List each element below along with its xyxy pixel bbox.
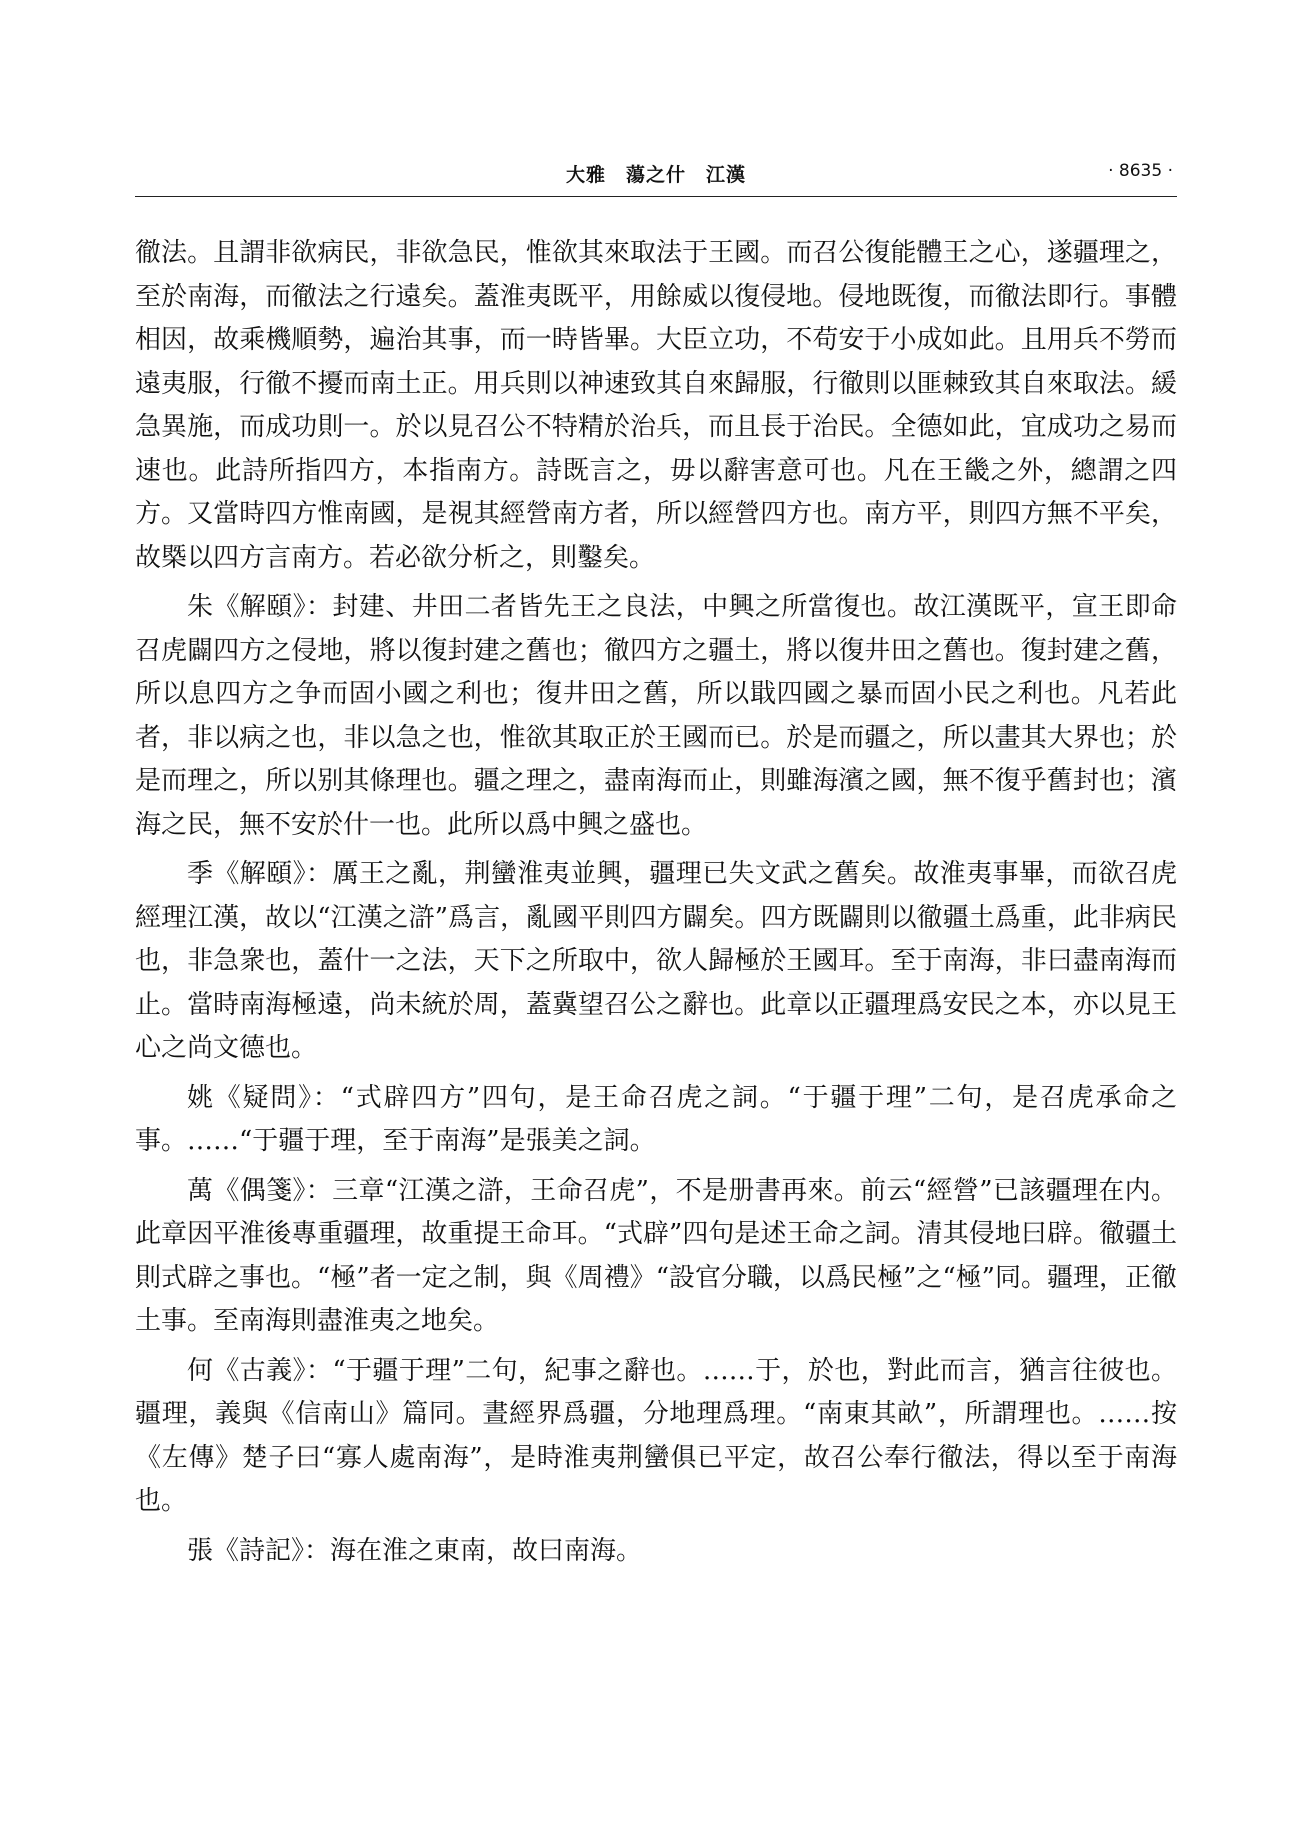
paragraph-wan-oujian: 萬《偶箋》：三章“江漢之滸，王命召虎”，不是册書再來。前云“經營”已該疆理在内。此章因平淮後專重疆理，故重提王命耳。“式辟”四句是述王命之詞。清其侵地曰辟。徹疆土則式辟之事也。“極”者一定之制，與《周禮》“設官分職，以爲民極”之“極”同。疆理，正徹土事。至南海則盡淮夷之地矣。 <box>135 1175 1177 1336</box>
paragraph-continuation: 徹法。且謂非欲病民，非欲急民，惟欲其來取法于王國。而召公復能體王之心，遂疆理之，至於南海，而徹法之行遠矣。蓋淮夷既平，用餘威以復侵地。侵地既復，而徹法即行。事體相因，故乘機順勢，遍治其事，而一時皆畢。大臣立功，不苟安于小成如此。且用兵不勞而遠夷服，行徹不擾而南土正。用兵則以神速致其自來歸服，行徹則以匪棘致其自來取法。緩急異施，而成功則一。於以見召公不特精於治兵，而且長于治民。全德如此，宜成功之易而速也。此詩所指四方，本指南方。詩既言之，毋以辭害意可也。凡在王畿之外，總謂之四方。又當時四方惟南國，是視其經營南方者，所以經營四方也。南方平，則四方無不平矣，故槩以四方言南方。若必欲分析之，則鑿矣。 <box>135 238 1177 573</box>
page-number: · 8635 · <box>1108 161 1173 181</box>
page-header <box>135 158 1177 197</box>
paragraph-he-guyi: 何《古義》：“于疆于理”二句，紀事之辭也。……于，於也，對此而言，猶言往彼也。疆理，義與《信南山》篇同。晝經界爲疆，分地理爲理。“南東其畝”，所謂理也。……按《左傳》楚子曰“寡人處南海”，是時淮夷荆蠻俱已平定，故召公奉行徹法，得以至于南海也。 <box>135 1355 1177 1516</box>
paragraph-yao-yiwen: 姚《疑問》：“式辟四方”四句，是王命召虎之詞。“于疆于理”二句，是召虎承命之事。……“于疆于理，至于南海”是張美之詞。 <box>135 1082 1177 1156</box>
running-title: 大雅 蕩之什 江漢 <box>565 164 746 186</box>
paragraph-zhu-jieyi: 朱《解頤》：封建、井田二者皆先王之良法，中興之所當復也。故江漢既平，宣王即命召虎闢四方之侵地，將以復封建之舊也；徹四方之疆土，將以復井田之舊也。復封建之舊，所以息四方之争而固小國之利也；復井田之舊，所以戢四國之暴而固小民之利也。凡若此者，非以病之也，非以急之也，惟欲其取正於王國而已。於是而疆之，所以畫其大界也；於是而理之，所以别其條理也。疆之理之，盡南海而止，則雖海濱之國，無不復乎舊封也；濱海之民，無不安於什一也。此所以爲中興之盛也。 <box>135 592 1177 840</box>
paragraph-ji-jieyi: 季《解頤》：厲王之亂，荆蠻淮夷並興，疆理已失文武之舊矣。故淮夷事畢，而欲召虎經理江漢，故以“江漢之滸”爲言，亂國平則四方闢矣。四方既闢則以徹疆土爲重，此非病民也，非急衆也，蓋什一之法，天下之所取中，欲人歸極於王國耳。至于南海，非曰盡南海而止。當時南海極遠，尚未統於周，蓋冀望召公之辭也。此章以正疆理爲安民之本，亦以見王心之尚文德也。 <box>135 859 1177 1063</box>
body-text <box>135 232 1177 1579</box>
paragraph-zhang-shiji: 張《詩記》：海在淮之東南，故曰南海。 <box>187 1535 643 1566</box>
